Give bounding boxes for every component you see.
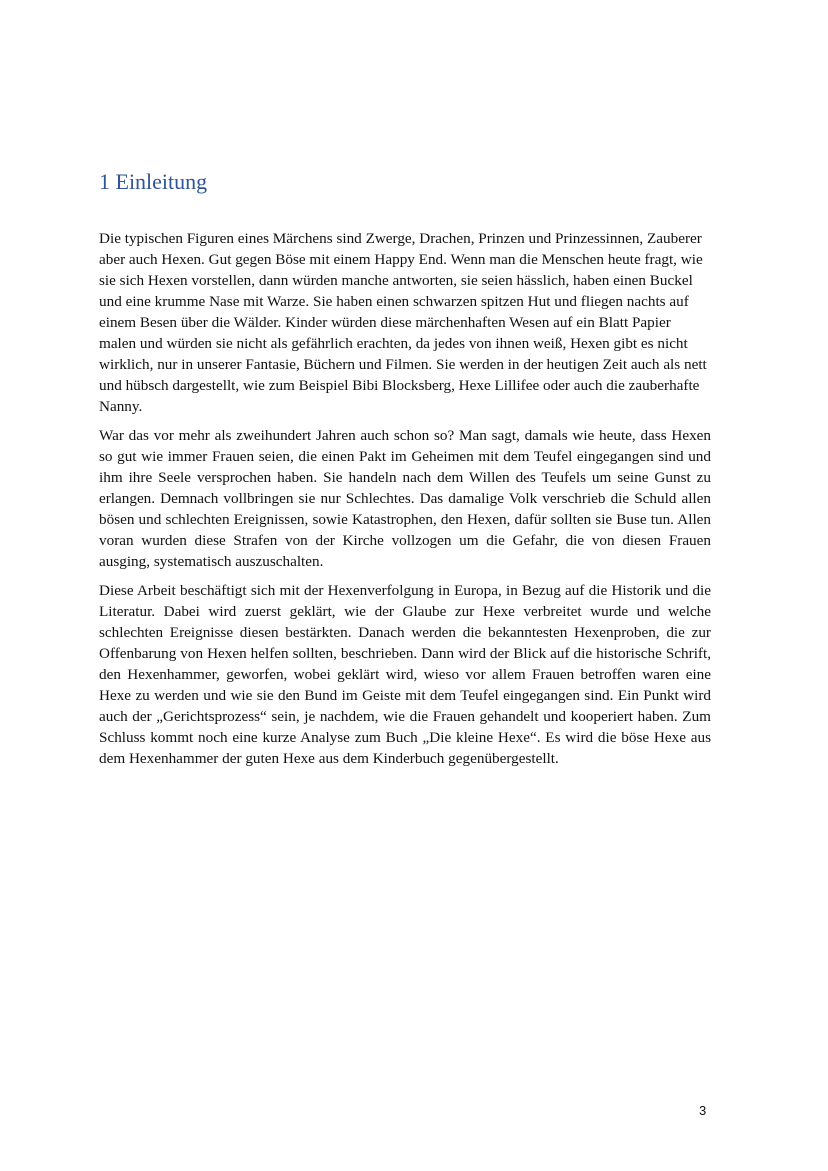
body-text (99, 228, 711, 777)
page-number: 3 (699, 1103, 707, 1118)
paragraph-intro: Die typischen Figuren eines Märchens sind Zwerge, Drachen, Prinzen und Prinzessinnen, Zauberer aber auch Hexen. Gut gegen Böse mit einem Happy End. Wenn man die Menschen heute fragt, wie sie sich Hexen vorstellen, dann würden manche antworten, sie seien hässlich, haben einen Buckel und eine krumme Nase mit Warze. Sie haben einen schwarzen spitzen Hut und fliegen nachts auf einem Besen über die Wälder. Kinder würden diese märchenhaften Wesen auf ein Blatt Papier malen und würden sie nicht als gefährlich erachten, da jedes von ihnen weiß, Hexen gibt es nicht wirklich, nur in unserer Fantasie, Büchern und Filmen. Sie werden in der heutigen Zeit auch als nett und hübsch dargestellt, wie zum Beispiel Bibi Blocksberg, Hexe Lillifee oder auch die zauberhafte Nanny. (99, 230, 707, 415)
paragraph-history: War das vor mehr als zweihundert Jahren auch schon so? Man sagt, damals wie heute, dass Hexen so gut wie immer Frauen seien, die einen Pakt im Geheimen mit dem Teufel eingegangen sind und ihm ihre Seele versprochen haben. Sie handeln nach dem Willen des Teufels um seine Gunst zu erlangen. Demnach vollbringen sie nur Schlechtes. Das damalige Volk verschrieb die Schuld allen bösen und schlechten Ereignissen, sowie Katastrophen, den Hexen, dafür sollten sie Buse tun. Allen voran wurden diese Strafen von der Kirche vollzogen um die Gefahr, die von diesen Frauen ausging, systematisch auszuschalten. (99, 427, 711, 570)
section-heading: 1 Einleitung (99, 169, 208, 194)
paragraph-outline: Diese Arbeit beschäftigt sich mit der Hexenverfolgung in Europa, in Bezug auf die Historik und die Literatur. Dabei wird zuerst geklärt, wie der Glaube zur Hexe verbreitet wurde und welche schlechten Ereignisse diesen bestärkten. Danach werden die bekanntesten Hexenproben, die zur Offenbarung von Hexen helfen sollten, beschrieben. Dann wird der Blick auf die historische Schrift, den Hexenhammer, geworfen, wobei geklärt wird, wieso vor allem Frauen betroffen waren eine Hexe zu werden und wie sie den Bund im Geiste mit dem Teufel eingegangen sind. Ein Punkt wird auch der „Gerichtsprozess“ sein, je nachdem, wie die Frauen gehandelt und kooperiert haben. Zum Schluss kommt noch eine kurze Analyse zum Buch „Die kleine Hexe“. Es wird die böse Hexe aus dem Hexenhammer der guten Hexe aus dem Kinderbuch gegenübergestellt. (99, 582, 711, 767)
